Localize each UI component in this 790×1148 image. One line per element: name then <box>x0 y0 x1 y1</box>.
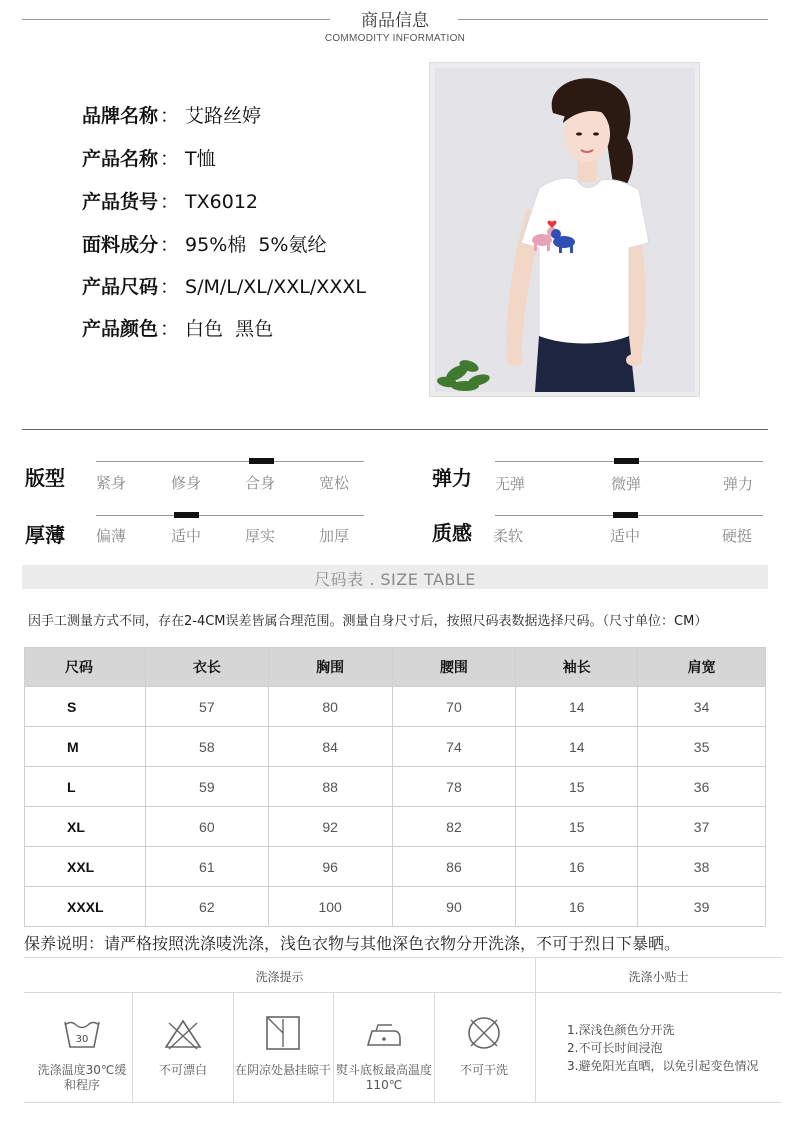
table-cell: 58 <box>145 727 268 767</box>
wash-symbol <box>32 995 132 1095</box>
info-sep: ： <box>160 148 180 170</box>
wash-rule-top <box>24 957 782 958</box>
table-cell: 96 <box>268 847 392 887</box>
wash-tips-list <box>567 1021 758 1075</box>
wash-temp-badge: 30 <box>75 1034 89 1045</box>
info-value: 95%棉 5%氨纶 <box>185 234 327 256</box>
info-key: 产品货号 <box>82 191 159 213</box>
column-header: 胸围 <box>268 648 392 687</box>
table-row <box>25 807 766 847</box>
info-sep: ： <box>160 105 180 127</box>
size-cell: XL <box>25 807 146 847</box>
table-cell: 90 <box>392 887 516 927</box>
info-sep: ： <box>160 191 180 213</box>
fit-option: 紧身 <box>96 474 127 492</box>
wash-label: 不可干洗 <box>459 1063 508 1077</box>
wash-tip: 1.深浅色颜色分开洗 <box>567 1023 675 1037</box>
table-cell: 92 <box>268 807 392 847</box>
table-cell: 57 <box>145 687 268 727</box>
info-key: 产品尺码 <box>82 276 159 298</box>
table-row <box>25 727 766 767</box>
table-cell: 62 <box>145 887 268 927</box>
wash-advice-title: 洗涤小贴士 <box>628 970 689 984</box>
info-row-sizes <box>82 272 366 299</box>
iron-low-icon <box>364 1013 404 1053</box>
table-cell: 78 <box>392 767 516 807</box>
table-cell: 14 <box>516 727 638 767</box>
table-cell: 100 <box>268 887 392 927</box>
wash-tip: 3.避免阳光直晒，以免引起变色情况 <box>567 1059 759 1073</box>
thickness-option: 厚实 <box>245 527 276 545</box>
attr-label-thickness: 厚薄 <box>25 523 65 547</box>
elasticity-scale-marker <box>614 458 639 464</box>
size-table-title: 尺码表 . SIZE TABLE <box>314 570 476 589</box>
no-bleach-icon <box>163 1013 203 1053</box>
table-row <box>25 847 766 887</box>
thickness-scale-line <box>96 515 364 516</box>
table-row <box>25 887 766 927</box>
wash-tip: 2.不可长时间浸泡 <box>567 1041 663 1055</box>
care-instructions: 保养说明：请严格按照洗涤唛洗涤，浅色衣物与其他深色衣物分开洗涤，不可于烈日下暴晒。 <box>24 934 681 953</box>
info-row-sku <box>82 187 258 214</box>
table-cell: 38 <box>638 847 766 887</box>
attr-label-fit: 版型 <box>25 466 65 490</box>
fit-scale-marker <box>249 458 274 464</box>
table-cell: 15 <box>516 767 638 807</box>
column-header: 肩宽 <box>638 648 766 687</box>
section-title: 商品信息 <box>361 11 429 31</box>
table-cell: 36 <box>638 767 766 807</box>
wash-label: 熨斗底板最高温度110℃ <box>335 1063 432 1092</box>
model-illustration <box>435 68 695 392</box>
table-cell: 70 <box>392 687 516 727</box>
elasticity-option: 微弹 <box>611 475 642 493</box>
info-row-colors <box>82 314 273 341</box>
wash-label: 在阴凉处悬挂晾干 <box>234 1063 331 1077</box>
thickness-scale-marker <box>174 512 199 518</box>
attr-label-texture: 质感 <box>432 521 472 545</box>
info-value: T恤 <box>185 148 216 170</box>
size-cell: XXL <box>25 847 146 887</box>
attr-label-elasticity: 弹力 <box>432 466 472 490</box>
size-cell: M <box>25 727 146 767</box>
wash-symbol <box>233 995 333 1095</box>
elasticity-option: 无弹 <box>495 475 526 493</box>
size-cell: L <box>25 767 146 807</box>
texture-option: 硬挺 <box>722 527 753 545</box>
wash-symbol <box>133 995 233 1095</box>
table-row <box>25 767 766 807</box>
table-cell: 74 <box>392 727 516 767</box>
column-header: 尺码 <box>25 648 146 687</box>
texture-scale-marker <box>613 512 638 518</box>
wash-symbol <box>334 995 434 1095</box>
column-header: 腰围 <box>392 648 516 687</box>
info-sep: ： <box>160 276 180 298</box>
texture-option: 适中 <box>610 527 641 545</box>
wash-label: 不可漂白 <box>158 1063 207 1077</box>
table-cell: 39 <box>638 887 766 927</box>
table-cell: 82 <box>392 807 516 847</box>
info-key: 品牌名称 <box>82 105 159 127</box>
table-cell: 37 <box>638 807 766 847</box>
info-key: 产品名称 <box>82 148 159 170</box>
no-dry-clean-icon <box>464 1013 504 1053</box>
column-header: 衣长 <box>145 648 268 687</box>
hang-dry-shade-icon <box>263 1013 303 1053</box>
info-sep: ： <box>160 318 180 340</box>
info-row-brand <box>82 101 261 128</box>
table-cell: 35 <box>638 727 766 767</box>
elasticity-option: 弹力 <box>723 475 754 493</box>
table-cell: 86 <box>392 847 516 887</box>
info-key: 产品颜色 <box>82 318 159 340</box>
thickness-option: 加厚 <box>319 527 350 545</box>
table-cell: 16 <box>516 847 638 887</box>
info-key: 面料成分 <box>82 234 159 256</box>
measurement-note: 因手工测量方式不同，存在2-4CM误差皆属合理范围。测量自身尺寸后，按照尺码表数据选择尺码。（尺寸单位：CM） <box>28 614 708 629</box>
info-value: 白色 黑色 <box>185 318 274 340</box>
info-sep: ： <box>160 234 180 256</box>
product-photo <box>429 62 700 397</box>
fit-option: 修身 <box>171 474 202 492</box>
table-cell: 14 <box>516 687 638 727</box>
size-cell: S <box>25 687 146 727</box>
table-row <box>25 687 766 727</box>
info-row-name <box>82 144 216 171</box>
section-divider <box>22 429 768 430</box>
table-cell: 61 <box>145 847 268 887</box>
info-value: S/M/L/XL/XXL/XXXL <box>185 276 366 298</box>
table-cell: 88 <box>268 767 392 807</box>
fit-option: 宽松 <box>319 474 350 492</box>
table-cell: 59 <box>145 767 268 807</box>
size-cell: XXXL <box>25 887 146 927</box>
thickness-option: 适中 <box>171 527 202 545</box>
thickness-option: 偏薄 <box>96 527 127 545</box>
info-value: 艾路丝婷 <box>185 105 262 127</box>
size-table-header-row <box>25 648 766 687</box>
fit-option: 合身 <box>245 474 276 492</box>
table-cell: 34 <box>638 687 766 727</box>
table-cell: 60 <box>145 807 268 847</box>
wash-symbol <box>434 995 534 1095</box>
wash-label: 洗涤温度30℃缓和程序 <box>37 1063 127 1092</box>
table-cell: 84 <box>268 727 392 767</box>
model-image <box>435 68 695 392</box>
table-cell: 15 <box>516 807 638 847</box>
wash-rule-bottom <box>24 1102 782 1103</box>
wash-rule-header <box>24 992 782 993</box>
table-cell: 80 <box>268 687 392 727</box>
column-header: 袖长 <box>516 648 638 687</box>
section-subtitle: COMMODITY INFORMATION <box>324 33 466 44</box>
size-table-band <box>22 565 768 589</box>
info-value: TX6012 <box>185 191 259 213</box>
size-table <box>24 647 766 927</box>
texture-option: 柔软 <box>493 527 524 545</box>
wash-tips-title: 洗涤提示 <box>255 970 304 984</box>
table-cell: 16 <box>516 887 638 927</box>
wash-30-icon <box>62 1013 102 1053</box>
fit-scale-line <box>96 461 364 462</box>
info-row-fabric <box>82 230 326 257</box>
